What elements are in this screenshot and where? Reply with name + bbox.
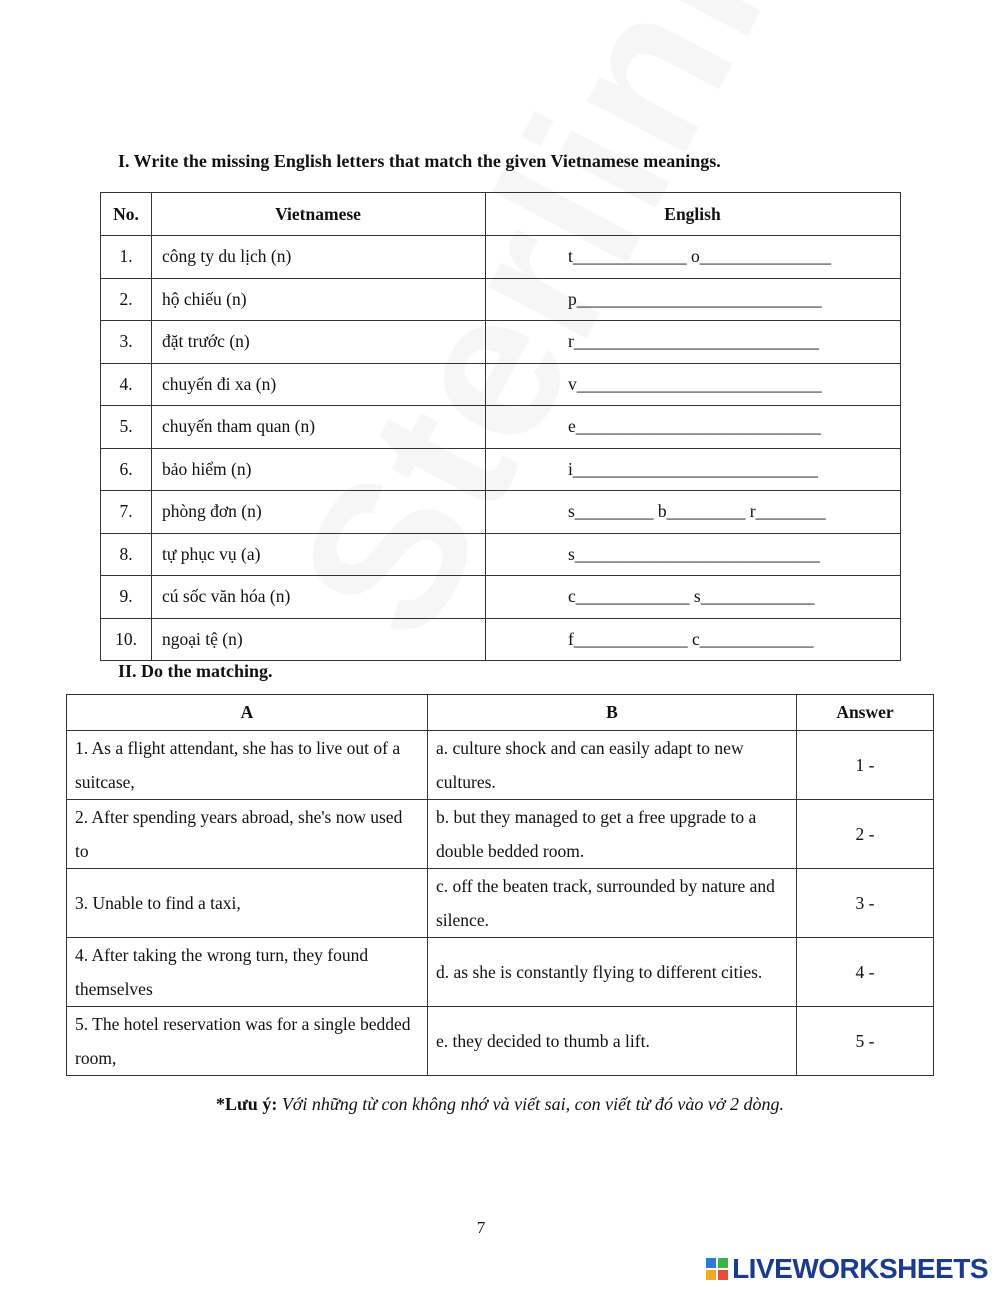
matching-a: 2. After spending years abroad, she's now used to bbox=[67, 800, 428, 869]
vocab-english-blank[interactable]: s_________ b_________ r________ bbox=[486, 491, 901, 534]
vocab-vietnamese: ngoại tệ (n) bbox=[152, 618, 486, 661]
vocab-vietnamese: tự phục vụ (a) bbox=[152, 533, 486, 576]
vocab-vietnamese: chuyến tham quan (n) bbox=[152, 406, 486, 449]
vocab-no: 6. bbox=[101, 448, 152, 491]
matching-b: d. as she is constantly flying to different cities. bbox=[428, 938, 797, 1007]
vocab-vietnamese: chuyến đi xa (n) bbox=[152, 363, 486, 406]
vocab-vietnamese: hộ chiếu (n) bbox=[152, 278, 486, 321]
vocab-english-blank[interactable]: r____________________________ bbox=[486, 321, 901, 364]
vocab-row bbox=[101, 321, 901, 364]
liveworksheets-logo-icon bbox=[706, 1258, 728, 1280]
vocab-english-blank[interactable]: p____________________________ bbox=[486, 278, 901, 321]
header-vietnamese: Vietnamese bbox=[152, 193, 486, 236]
vocab-english-blank[interactable]: i____________________________ bbox=[486, 448, 901, 491]
matching-b: b. but they managed to get a free upgrade to a double bedded room. bbox=[428, 800, 797, 869]
matching-a: 3. Unable to find a taxi, bbox=[67, 869, 428, 938]
vocab-header-row bbox=[101, 193, 901, 236]
matching-a: 1. As a flight attendant, she has to live out of a suitcase, bbox=[67, 731, 428, 800]
matching-answer[interactable]: 1 - bbox=[797, 731, 934, 800]
header-a: A bbox=[67, 695, 428, 731]
vocab-no: 10. bbox=[101, 618, 152, 661]
matching-header-row bbox=[67, 695, 934, 731]
vocab-english-blank[interactable]: s____________________________ bbox=[486, 533, 901, 576]
matching-answer[interactable]: 3 - bbox=[797, 869, 934, 938]
vocab-no: 4. bbox=[101, 363, 152, 406]
brand-name: LIVEWORKSHEETS bbox=[732, 1253, 988, 1284]
matching-answer[interactable]: 4 - bbox=[797, 938, 934, 1007]
vocab-row bbox=[101, 363, 901, 406]
vocab-no: 9. bbox=[101, 576, 152, 619]
page-number: 7 bbox=[476, 1218, 486, 1237]
vocab-row bbox=[101, 618, 901, 661]
vocab-no: 8. bbox=[101, 533, 152, 576]
logo-square-orange bbox=[706, 1270, 716, 1280]
header-b: B bbox=[428, 695, 797, 731]
logo-square-red bbox=[718, 1270, 728, 1280]
header-answer: Answer bbox=[797, 695, 934, 731]
vocab-english-blank[interactable]: e____________________________ bbox=[486, 406, 901, 449]
vocab-no: 2. bbox=[101, 278, 152, 321]
matching-a: 4. After taking the wrong turn, they found themselves bbox=[67, 938, 428, 1007]
matching-row bbox=[67, 1007, 934, 1076]
matching-a: 5. The hotel reservation was for a single bedded room, bbox=[67, 1007, 428, 1076]
vocab-english-blank[interactable]: v____________________________ bbox=[486, 363, 901, 406]
note-label: *Lưu ý: bbox=[216, 1094, 278, 1114]
vocab-vietnamese: đặt trước (n) bbox=[152, 321, 486, 364]
matching-b: a. culture shock and can easily adapt to new cultures. bbox=[428, 731, 797, 800]
vocab-vietnamese: phòng đơn (n) bbox=[152, 491, 486, 534]
note bbox=[0, 1094, 1000, 1115]
vocab-no: 3. bbox=[101, 321, 152, 364]
vocab-row bbox=[101, 448, 901, 491]
matching-table bbox=[66, 694, 934, 1076]
vocab-vietnamese: bảo hiểm (n) bbox=[152, 448, 486, 491]
matching-row bbox=[67, 869, 934, 938]
vocab-vietnamese: cú sốc văn hóa (n) bbox=[152, 576, 486, 619]
vocab-vietnamese: công ty du lịch (n) bbox=[152, 236, 486, 279]
logo-square-green bbox=[718, 1258, 728, 1268]
vocab-row bbox=[101, 406, 901, 449]
matching-b: e. they decided to thumb a lift. bbox=[428, 1007, 797, 1076]
section1-heading: I. Write the missing English letters that match the given Vietnamese meanings. bbox=[118, 151, 721, 171]
matching-b: c. off the beaten track, surrounded by nature and silence. bbox=[428, 869, 797, 938]
vocab-row bbox=[101, 533, 901, 576]
matching-answer[interactable]: 2 - bbox=[797, 800, 934, 869]
vocab-row bbox=[101, 491, 901, 534]
matching-answer[interactable]: 5 - bbox=[797, 1007, 934, 1076]
header-no: No. bbox=[101, 193, 152, 236]
matching-row bbox=[67, 938, 934, 1007]
header-english: English bbox=[486, 193, 901, 236]
liveworksheets-brand bbox=[706, 1253, 988, 1285]
vocab-row bbox=[101, 576, 901, 619]
matching-row bbox=[67, 800, 934, 869]
note-text: Với những từ con không nhớ và viết sai, con viết từ đó vào vở 2 dòng. bbox=[281, 1094, 784, 1114]
vocab-english-blank[interactable]: t_____________ o_______________ bbox=[486, 236, 901, 279]
vocab-english-blank[interactable]: f_____________ c_____________ bbox=[486, 618, 901, 661]
vocab-table bbox=[100, 192, 901, 661]
vocab-row bbox=[101, 236, 901, 279]
section2-heading: II. Do the matching. bbox=[118, 661, 273, 681]
vocab-english-blank[interactable]: c_____________ s_____________ bbox=[486, 576, 901, 619]
vocab-no: 7. bbox=[101, 491, 152, 534]
vocab-row bbox=[101, 278, 901, 321]
logo-square-blue bbox=[706, 1258, 716, 1268]
vocab-no: 5. bbox=[101, 406, 152, 449]
matching-row bbox=[67, 731, 934, 800]
vocab-no: 1. bbox=[101, 236, 152, 279]
